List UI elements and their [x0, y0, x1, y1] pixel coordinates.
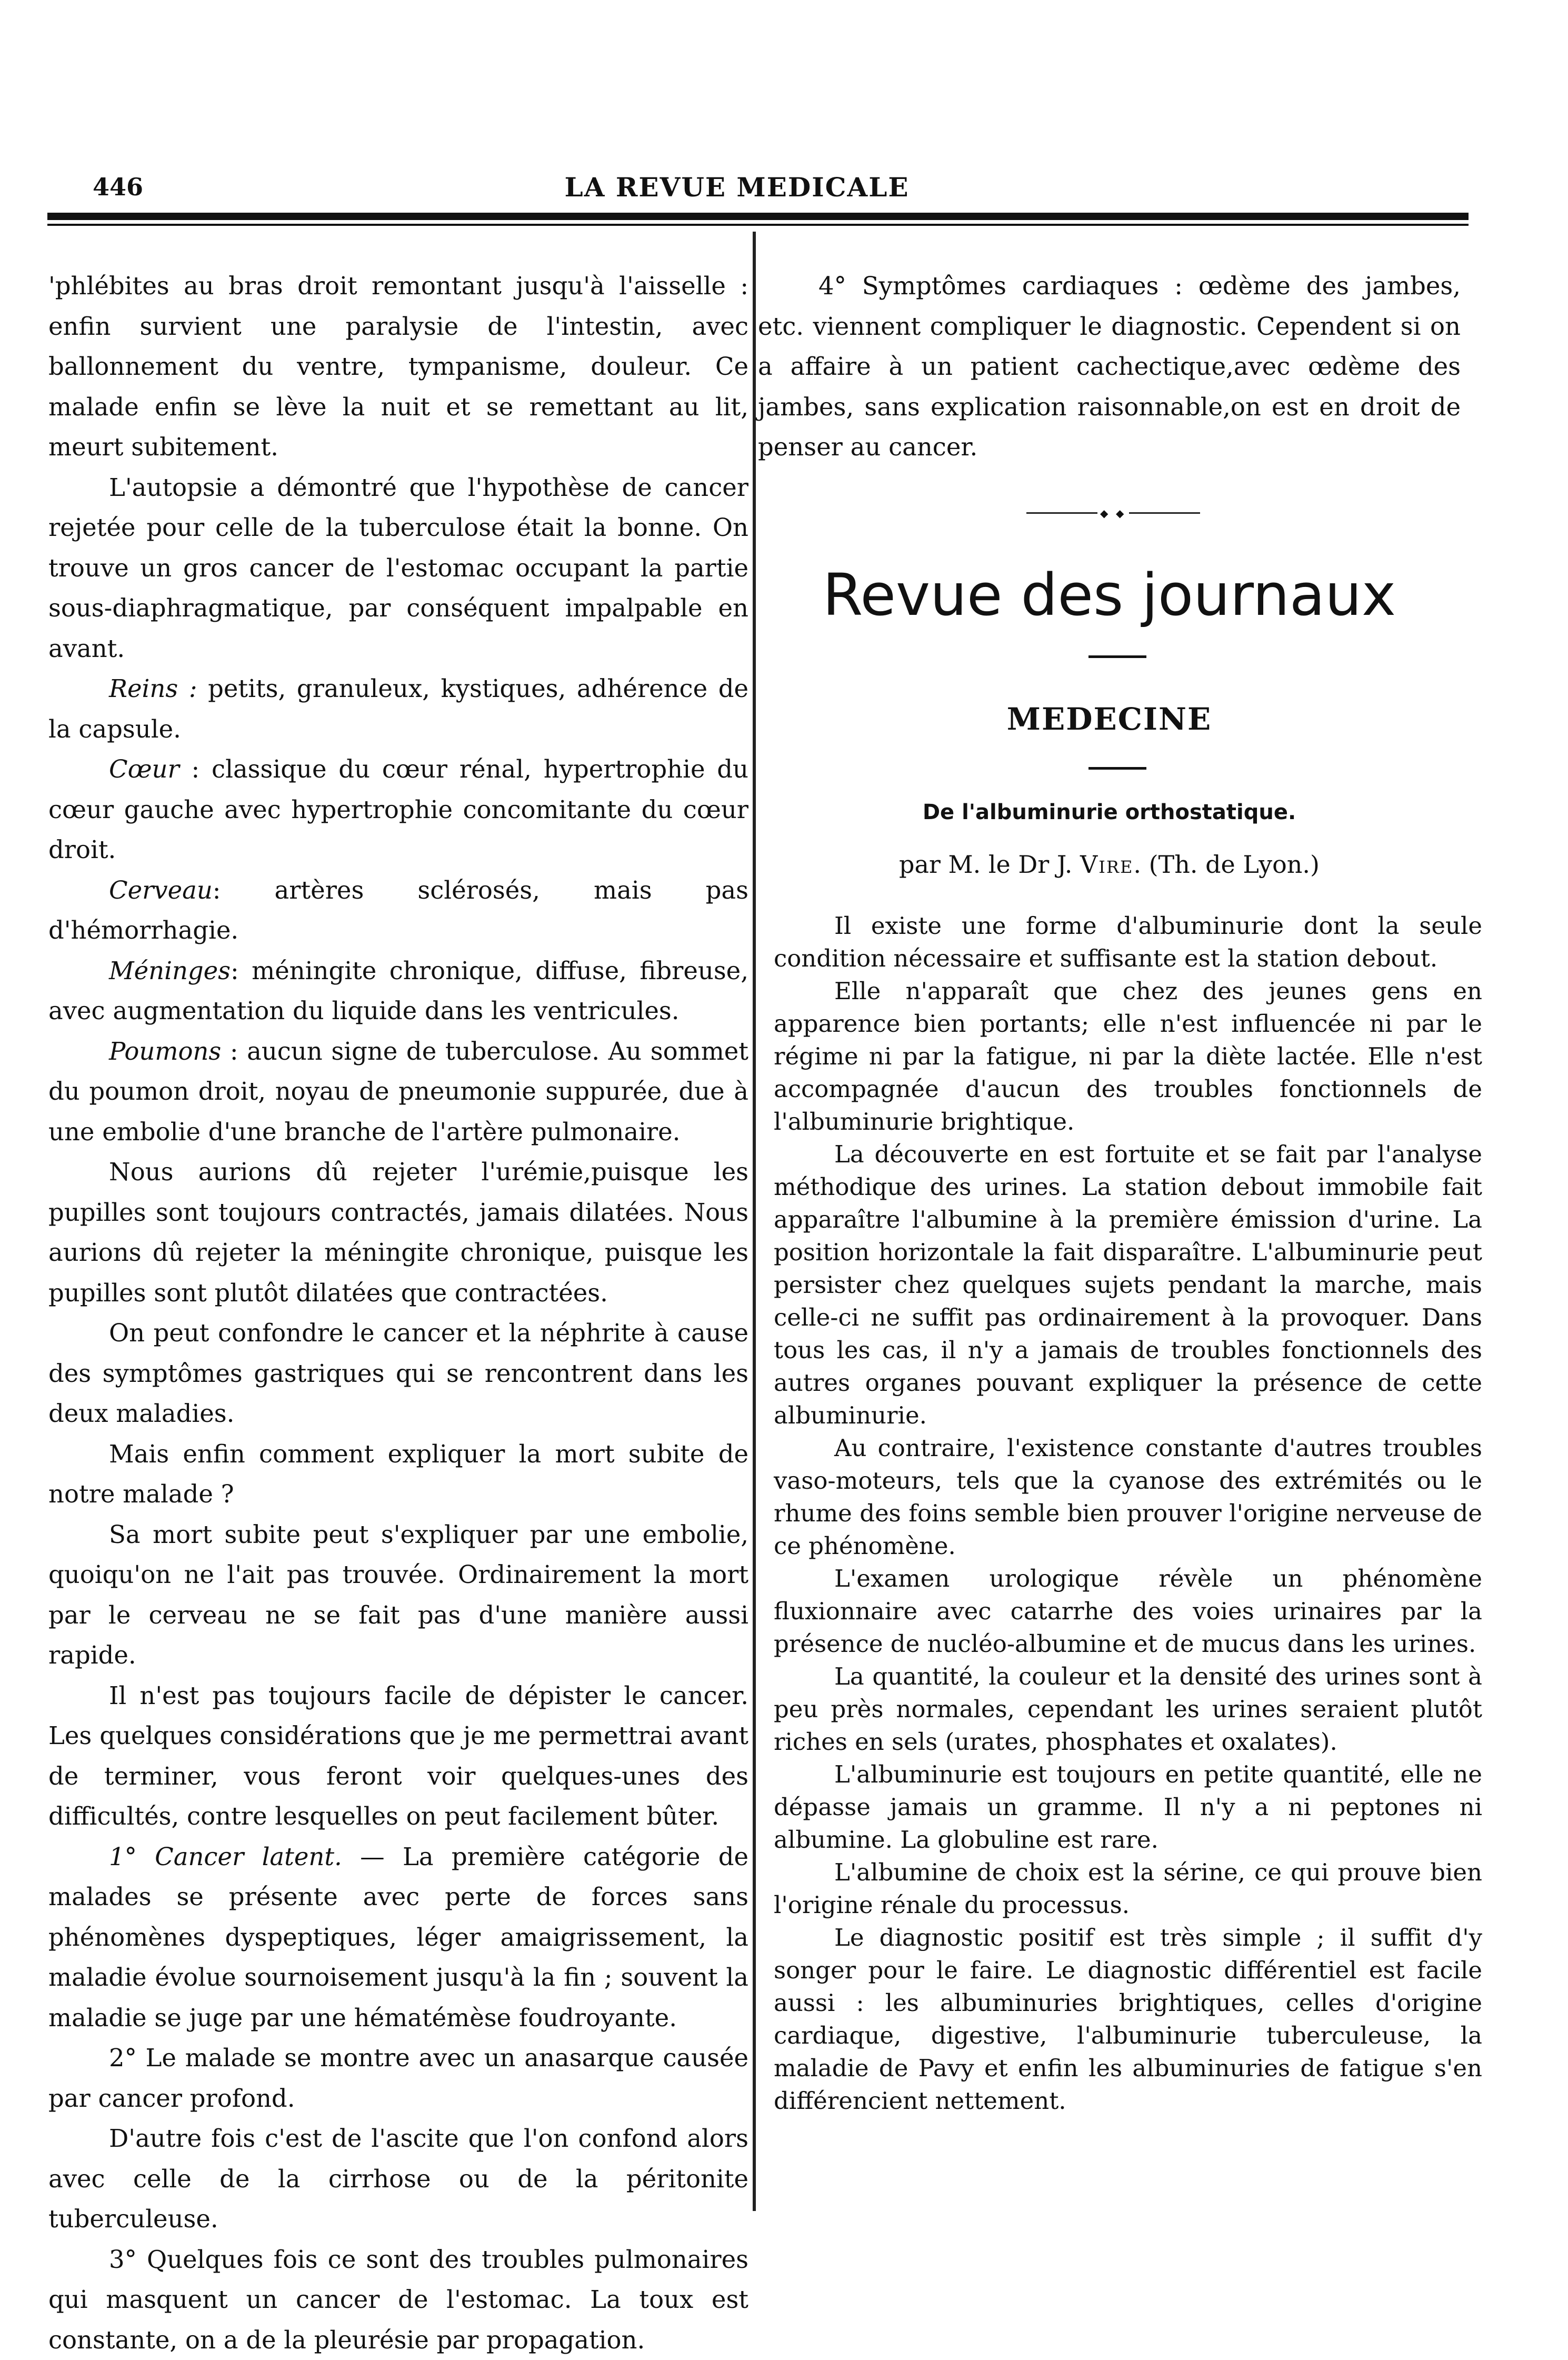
organ-label: Reins : — [109, 674, 197, 703]
organ-paragraph — [48, 669, 748, 749]
byline-suffix: . (Th. de Lyon.) — [1133, 850, 1320, 879]
organ-text: : classique du cœur rénal, hypertrophie du cœur gauche avec hypertrophie concomitante du cœur droit. — [48, 755, 748, 864]
organ-text: petits, granuleux, kystiques, adhérence de la capsule. — [48, 674, 748, 743]
paragraph: On peut confondre le cancer et la néphrite à cause des symptômes gastriques qui se rencontrent dans les deux maladies. — [48, 1313, 748, 1434]
byline-prefix: par M. le Dr J. — [899, 850, 1072, 879]
paragraph: Sa mort subite peut s'expliquer par une embolie, quoiqu'on ne l'ait pas trouvée. Ordinairement la mort par le cerveau ne se fait pas d'une manière aussi rapide. — [48, 1515, 748, 1676]
paragraph: 2° Le malade se montre avec un anasarque causée par cancer profond. — [48, 2038, 748, 2118]
organ-text: : artères sclérosés, mais pas d'hémorrhagie. — [48, 876, 748, 945]
paragraph: 'phlébites au bras droit remontant jusqu'à l'aisselle : enfin survient une paralysie de l'intestin, avec ballonnement du ventre, tympanisme, douleur. Ce malade enfin se lève la nuit et se remettant au lit, meurt subitement. — [48, 266, 748, 467]
ornament-diamond: ◆ — [1116, 510, 1124, 517]
category-text: — La première catégorie de malades se présente avec perte de forces sans phénomènes dyspeptiques, léger amaigrissement, la maladie évolue sournoisement jusqu'à la fin ; souvent la maladie se juge par une hématémèse foudroyante. — [48, 1843, 748, 2032]
column-divider — [753, 232, 756, 2211]
paragraph: L'examen urologique révèle un phénomène fluxionnaire avec catarrhe des voies urinaires par la présence de nucléo-albumine et de mucus dans les urines. — [774, 1562, 1482, 1660]
title-dash — [1088, 655, 1146, 658]
paragraph: Il existe une forme d'albuminurie dont la seule condition nécessaire et suffisante est la station debout. — [774, 910, 1482, 975]
section-ornament — [1026, 508, 1200, 519]
right-column-top — [758, 266, 1461, 467]
paragraph: La découverte en est fortuite et se fait par l'analyse méthodique des urines. La station debout immobile fait apparaître l'albumine à la première émission d'urine. La position horizontale la fait disparaître. L'albuminurie peut persister chez quelques sujets pendant la marche, mais celle-ci ne suffit pas ordinairement à la provoquer. Dans tous les cas, il n'y a jamais de troubles fonctionnels des autres organes pouvant expliquer la présence de cette albuminurie. — [774, 1138, 1482, 1432]
header-rule-thick — [47, 213, 1469, 220]
paragraph: Elle n'apparaît que chez des jeunes gens en apparence bien portants; elle n'est influencée ni par le régime ni par la fatigue, ni par la diète lactée. Elle n'est accompagnée d'aucun des troubles fonctionnels de l'albuminurie brightique. — [774, 975, 1482, 1138]
paragraph: Mais enfin comment expliquer la mort subite de notre malade ? — [48, 1434, 748, 1515]
journal-title: LA REVUE MEDICALE — [526, 172, 947, 203]
paragraph: La quantité, la couleur et la densité des urines sont à peu près normales, cependant les urines seraient plutôt riches en sels (urates, phosphates et oxalates). — [774, 1660, 1482, 1758]
byline-author: Vire — [1080, 850, 1133, 879]
paragraph: L'albuminurie est toujours en petite quantité, elle ne dépasse jamais un gramme. Il n'y a ni peptones ni albumine. La globuline est rare. — [774, 1758, 1482, 1856]
running-header — [0, 168, 1568, 200]
ornament-diamond: ◆ — [1100, 510, 1108, 517]
paragraph: 4° Symptômes cardiaques : œdème des jambes, etc. viennent compliquer le diagnostic. Cependent si on a affaire à un patient cachectique,avec œdème des jambes, sans explication raisonnable,on est en droit de penser au cancer. — [758, 266, 1461, 467]
paragraph: 3° Quelques fois ce sont des troubles pulmonaires qui masquent un cancer de l'estomac. La toux est constante, on a de la pleurésie par propagation. — [48, 2239, 748, 2360]
organ-label: Méninges — [109, 957, 231, 985]
organ-paragraph — [48, 870, 748, 951]
article-title: De l'albuminurie orthostatique. — [758, 800, 1461, 824]
organ-label: Cerveau — [109, 876, 213, 904]
paragraph: Il n'est pas toujours facile de dépister le cancer. Les quelques considérations que je me permettrai avant de terminer, vous feront voir quelques-unes des difficultés, contre lesquelles on peut facilement bûter. — [48, 1676, 748, 1837]
ornament-line-right — [1129, 512, 1200, 514]
left-column — [48, 266, 748, 2360]
subtitle-dash — [1088, 767, 1146, 770]
section-subtitle: MEDECINE — [758, 701, 1461, 737]
organ-paragraph — [48, 749, 748, 870]
paragraph: Nous aurions dû rejeter l'urémie,puisque les pupilles sont toujours contractés, jamais dilatées. Nous aurions dû rejeter la méningite chronique, puisque les pupilles sont plutôt dilatées que contractées. — [48, 1152, 748, 1313]
paragraph: Au contraire, l'existence constante d'autres troubles vaso-moteurs, tels que la cyanose des extrémités ou le rhume des foins semble bien prouver l'origine nerveuse de ce phénomène. — [774, 1432, 1482, 1562]
paragraph: L'albumine de choix est la sérine, ce qui prouve bien l'origine rénale du processus. — [774, 1856, 1482, 1921]
paragraph: Le diagnostic positif est très simple ; il suffit d'y songer pour le faire. Le diagnostic différentiel est facile aussi : les albuminuries brightiques, celles d'origine cardiaque, digestive, l'albuminurie tuberculeuse, la maladie de Pavy et enfin les albuminuries de fatigue s'en différencient nettement. — [774, 1921, 1482, 2117]
cancer-category-paragraph — [48, 1837, 748, 2038]
organ-paragraph — [48, 1031, 748, 1152]
paragraph: D'autre fois c'est de l'ascite que l'on confond alors avec celle de la cirrhose ou de la péritonite tuberculeuse. — [48, 2118, 748, 2239]
page-number: 446 — [93, 173, 143, 201]
section-title: Revue des journaux — [758, 558, 1461, 632]
organ-label: Poumons — [109, 1037, 221, 1066]
organ-paragraph — [48, 951, 748, 1031]
category-label: 1° Cancer latent. — [109, 1843, 342, 1871]
paragraph: L'autopsie a démontré que l'hypothèse de cancer rejetée pour celle de la tuberculose était la bonne. On trouve un gros cancer de l'estomac occupant la partie sous-diaphragmatique, par conséquent impalpable en avant. — [48, 467, 748, 669]
organ-label: Cœur — [109, 755, 179, 783]
ornament-line-left — [1026, 512, 1097, 514]
right-column-article — [774, 910, 1482, 2117]
article-byline — [758, 850, 1461, 879]
organ-text: : méningite chronique, diffuse, fibreuse, avec augmentation du liquide dans les ventricules. — [48, 957, 748, 1025]
organ-text: : aucun signe de tuberculose. Au sommet du poumon droit, noyau de pneumonie suppurée, due à une embolie d'une branche de l'artère pulmonaire. — [48, 1037, 748, 1146]
header-rule-thin — [47, 224, 1469, 226]
